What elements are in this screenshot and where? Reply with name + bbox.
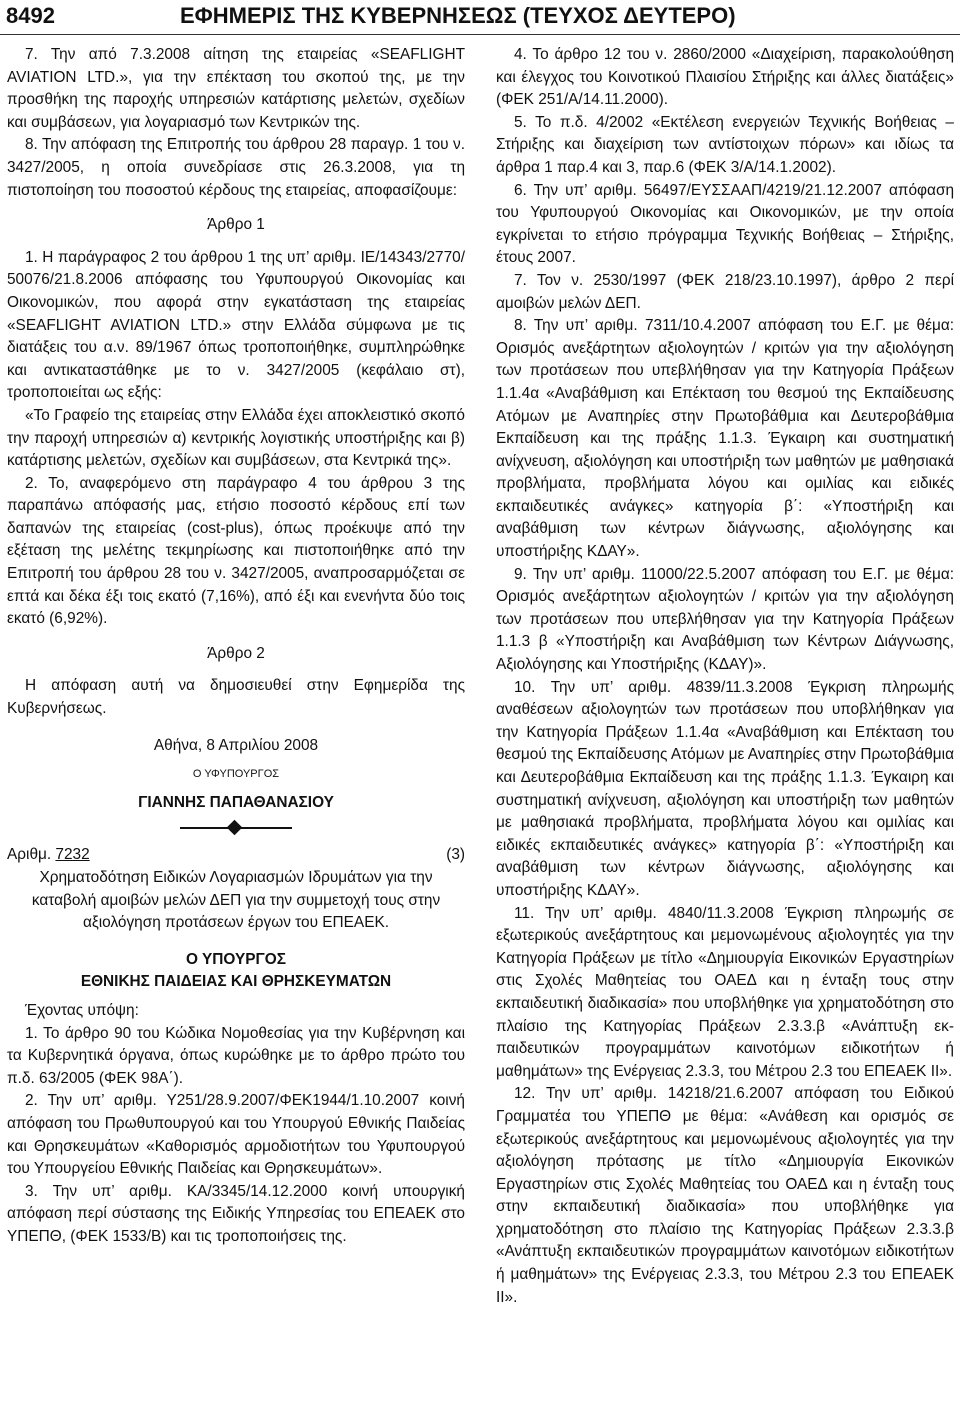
diamond-icon: [227, 820, 243, 836]
decision-index: (3): [446, 846, 465, 864]
decision-subject: Χρηματοδότηση Ειδικών Λογαριασμών Ιδρυμάτων για την καταβολή αμοιβών μελών ΔΕΠ για την συμμετοχή τους στην αξιολόγηση προτάσεων έργων του ΕΠΕΑΕΚ.: [31, 869, 441, 932]
consideration-11: 11. Την υπ’ αριθμ. 4840/11.3.2008 Έγκριση πληρωμής σε εξωτερικούς ανεξάρτητους και μεμονωμένους αξιολογητές για την Κατηγορία Πράξεων με τίτλο «Δημιουργία Εικονικών Εργαστηρίων στις Σχολές Μαθητείας του ΟΑΕΔ και η ένταξη τους στην εκπαιδευτική διαδικασία» που υποβλήθηκε για χρηματοδότηση στο πλαίσιο της Κατηγορίας Πράξεων 2.3.3.β «Ανάπτυξη εκπαιδευτικών προγραμμάτων καινοτόμων ειδικοτήτων ή μαθημάτων» της Ενέργειας 2.3.3, του Μέτρου 2.3 του ΕΠΕΑΕΚ ΙΙ».: [496, 904, 954, 1080]
page-header: [0, 0, 960, 34]
consideration-3: 3. Την υπ’ αριθμ. ΚΑ/3345/14.12.2000 κοινή υπουργική απόφαση περί σύστασης της Ειδικής Υπηρεσίας του ΕΠΕΑΕΚ στο ΥΠΕΠΘ, (ΦΕΚ 1533/Β) και τις τροποποιήσεις της.: [7, 1182, 465, 1245]
decision-number: 7232: [55, 846, 90, 864]
having-in-view: Έχοντας υπόψη:: [25, 1001, 139, 1019]
article-1-para-1: 1. Η παράγραφος 2 του άρθρου 1 της υπ’ αριθμ. ΙΕ/14343/2770/ 50076/21.8.2006 απόφασης του Υφυπουργού Οικονομίας και Οικονομικών, που αφορά στην εγκατάσταση της εταιρείας «SEAFLIGHT AVIATION LTD.» στην Ελλάδα σύμφωνα με τις διατάξεις του α.ν. 89/1967 όπως τροποποιήθηκε, συμπληρώθηκε και αντικαταστάθηκε με το ν. 3427/2005 (κεφάλαιο στ), τροποποιείται ως εξής:: [7, 248, 465, 402]
consideration-7: 7. Τον ν. 2530/1997 (ΦΕΚ 218/23.10.1997), άρθρο 2 περί αμοιβών μελών ΔΕΠ.: [496, 271, 954, 312]
article-2-heading: Άρθρο 2: [207, 644, 265, 662]
signer-name: ΓΙΑΝΝΗΣ ΠΑΠΑΘΑΝΑΣΙΟΥ: [138, 793, 334, 811]
section-divider: [7, 814, 465, 844]
signer-role: Ο ΥΦΥΠΟΥΡΓΟΣ: [192, 768, 280, 781]
consideration-5: 5. Το π.δ. 4/2002 «Εκτέλεση ενεργειών Τεχνικής Βοήθειας – Στήριξης και διαχείριση των αντίστοιχων πόρων» και ιδίως τα άρθρα 1 παρ.4 και 3, παρ.6 (ΦΕΚ 3/Α/14.1.2002).: [496, 113, 954, 176]
ministry-name: ΕΘΝΙΚΗΣ ΠΑΙΔΕΙΑΣ ΚΑΙ ΘΡΗΣΚΕΥΜΑΤΩΝ: [80, 973, 392, 991]
header-rule: [0, 34, 960, 35]
article-1-heading: Άρθρο 1: [207, 216, 265, 234]
decision-title: [7, 844, 465, 867]
article-1-quote: «Το Γραφείο της εταιρείας στην Ελλάδα έχει αποκλειστικό σκοπό την παροχή υπηρεσιών α) κεντρικής λογιστικής υποστήριξης και β) κατάρτισης μελετών, σχεδίων και συμβάσεων, στα Κεντρικά της».: [7, 406, 465, 470]
minister-title: Ο ΥΠΟΥΡΓΟΣ: [186, 950, 286, 968]
right-column: [496, 44, 954, 1309]
consideration-6: 6. Την υπ’ αριθμ. 56497/ΕΥΣΣΑΑΠ/4219/21.12.2007 απόφαση του Υφυπουργού Οικονομίας και Οικονομικών, με την οποία εγκρίνεται το ετήσιο πρόγραμμα Τεχνικής Βοήθειας – Στήριξης, έτους 2007.: [496, 181, 954, 267]
paragraph-8: 8. Την απόφαση της Επιτροπής του άρθρου 28 παραγρ. 1 του ν. 3427/2005, η οποία συνεδρίασε στις 26.3.2008, για τη πιστοποίηση του ποσοστού κέρδους της εταιρείας, αποφασίζουμε:: [7, 136, 465, 199]
page-number: 8492: [6, 3, 55, 28]
gazette-title: ΕΦΗΜΕΡΙΣ ΤΗΣ ΚΥΒΕΡΝΗΣΕΩΣ (ΤΕΥΧΟΣ ΔΕΥΤΕΡΟ): [180, 3, 736, 28]
left-column: [7, 44, 465, 1249]
decision-number-label: [7, 844, 90, 867]
article-1-para-2: 2. Το, αναφερόμενο στη παράγραφο 4 του άρθρου 3 της παραπάνω απόφασής μας, ετήσιο ποσοστό κέρδους επί των δαπανών της εταιρείας (cost-plus), όπως προέκυψε από την εξέταση της μελέτης τεκμηρίωσης και πιστοποιήθηκε από την Επιτροπή του άρθρου 28 του ν. 3427/2005, αναπροσαρμόζεται σε επτά και δέκα έξι τοις εκατό (7,16%), από έξι και ενενήντα δύο τοις εκατό (6,92%).: [7, 474, 465, 628]
consideration-10: 10. Την υπ’ αριθμ. 4839/11.3.2008 Έγκριση πληρωμής αναθέσεων αξιολογητών των προτάσεων που υποβλήθηκαν για την Κατηγορία Πράξεων 1.1.4α «Αναβάθμιση και Επέκταση του θεσμού της Εκπαίδευσης Ατόμων με Αναπηρίες στην Πρωτοβάθμια και Δευτεροβάθμια Εκπαίδευση και της πράξης 1.1.3. Έγκαιρη και συστηματική ανίχνευση, αξιολόγηση και υποστήριξη των μαθητών με μαθησιακά προβλήματα, προβλήματα λόγου και ομιλίας και ειδικές εκπαιδευτικές ανάγκες» κατηγορία β΄: «Υποστήριξη και αναβάθμιση των κέντρων διάγνωσης, αξιολόγησης και υποστήριξης ΚΔΑΥ».: [496, 678, 954, 899]
decision-prefix: Αριθμ.: [7, 846, 56, 864]
consideration-4: 4. Το άρθρο 12 του ν. 2860/2000 «Διαχείριση, παρακολούθηση και έλεγχος του Κοινοτικού Πλαισίου Στήριξης και άλλες διατάξεις» (ΦΕΚ 251/Α/14.11.2000).: [496, 46, 954, 109]
article-2-text: Η απόφαση αυτή να δημοσιευθεί στην Εφημερίδα της Κυβερνήσεως.: [7, 677, 465, 718]
signing-date: Αθήνα, 8 Απριλίου 2008: [153, 736, 319, 754]
consideration-9: 9. Την υπ’ αριθμ. 11000/22.5.2007 απόφαση του Ε.Γ. με θέμα: Ορισμός ανεξάρτητων αξιολογητών / κριτών για την αξιολόγηση των προτάσεων που υπεβλήθησαν για την Κατηγορία Πράξεων 1.1.3 β «Υποστήριξη και Αναβάθμιση των Κέντρων Διάγνωσης, Αξιολόγησης και Υποστήριξης (ΚΔΑΥ)».: [496, 565, 954, 674]
consideration-2: 2. Την υπ’ αριθμ. Υ251/28.9.2007/ΦΕΚ1944/1.10.2007 κοινή απόφαση του Πρωθυπουργού και του Υπουργού Εθνικής Παιδείας και Θρησκευμάτων «Καθορισμός αρμοδιοτήτων του Υφυπουργού του Υπουργείου Εθνικής Παιδείας και Θρησκευμάτων».: [7, 1092, 465, 1178]
consideration-12: 12. Την υπ’ αριθμ. 14218/21.6.2007 απόφαση του Ειδικού Γραμματέα του ΥΠΕΠΘ με θέμα: «Ανάθεση και ορισμός σε εξωτερικούς ανεξάρτητους και μεμονωμένους αξιολογητές για την αξιολόγηση πρότασης με τίτλο «Δημιουργία Εικονικών Εργαστηρίων στις Σχολές Μαθητείας του ΟΑΕΔ και η ένταξη τους στην εκπαιδευτική διαδικασία» που υποβλήθηκε για χρηματοδότηση στο πλαίσιο της Κατηγορίας Πράξεων 2.3.3.β «Ανάπτυξη εκπαιδευτικών προγραμμάτων καινοτόμων ειδικοτήτων ή μαθημάτων» της Ενέργειας 2.3.3, του Μέτρου 2.3 του ΕΠΕΑΕΚ ΙΙ».: [496, 1085, 954, 1306]
paragraph-7: 7. Την από 7.3.2008 αίτηση της εταιρείας «SEAFLIGHT AVIATION LTD.», για την επέκταση του σκοπού της, με την προσθήκη της παροχής υπηρεσιών κατάρτισης μελετών, σχεδίων και συμβάσεων, για λογαριασμό των Κεντρικών της.: [7, 46, 465, 131]
consideration-8: 8. Την υπ’ αριθμ. 7311/10.4.2007 απόφαση του Ε.Γ. με θέμα: Ορισμός ανεξάρτητων αξιολογητών / κριτών για την αξιολόγηση των προτάσεων που υπεβλήθησαν για την Κατηγορία Πράξεων 1.1.4α «Αναβάθμιση και Επέκταση του θεσμού της Εκπαίδευσης Ατόμων με Αναπηρίες στην Πρωτοβάθμια και Δευτεροβάθμια Εκπαίδευση και της πράξης 1.1.3. Έγκαιρη και συστηματική ανίχνευση, αξιολόγηση και υποστήριξη των μαθητών με μαθησιακά προβλήματα, προβλήματα λόγου και ομιλίας και ειδικές εκπαιδευτικές ανάγκες» κατηγορία β΄: «Υποστήριξη και αναβάθμιση των κέντρων διάγνωσης, αξιολόγησης και υποστήριξης ΚΔΑΥ».: [496, 317, 954, 561]
consideration-1: 1. Το άρθρο 90 του Κώδικα Νομοθεσίας για την Κυβέρνηση και τα Κυβερνητικά όργανα, όπως κυρώθηκε με το άρθρο πρώτο του π.δ. 63/2005 (ΦΕΚ 98Α΄).: [7, 1024, 465, 1087]
